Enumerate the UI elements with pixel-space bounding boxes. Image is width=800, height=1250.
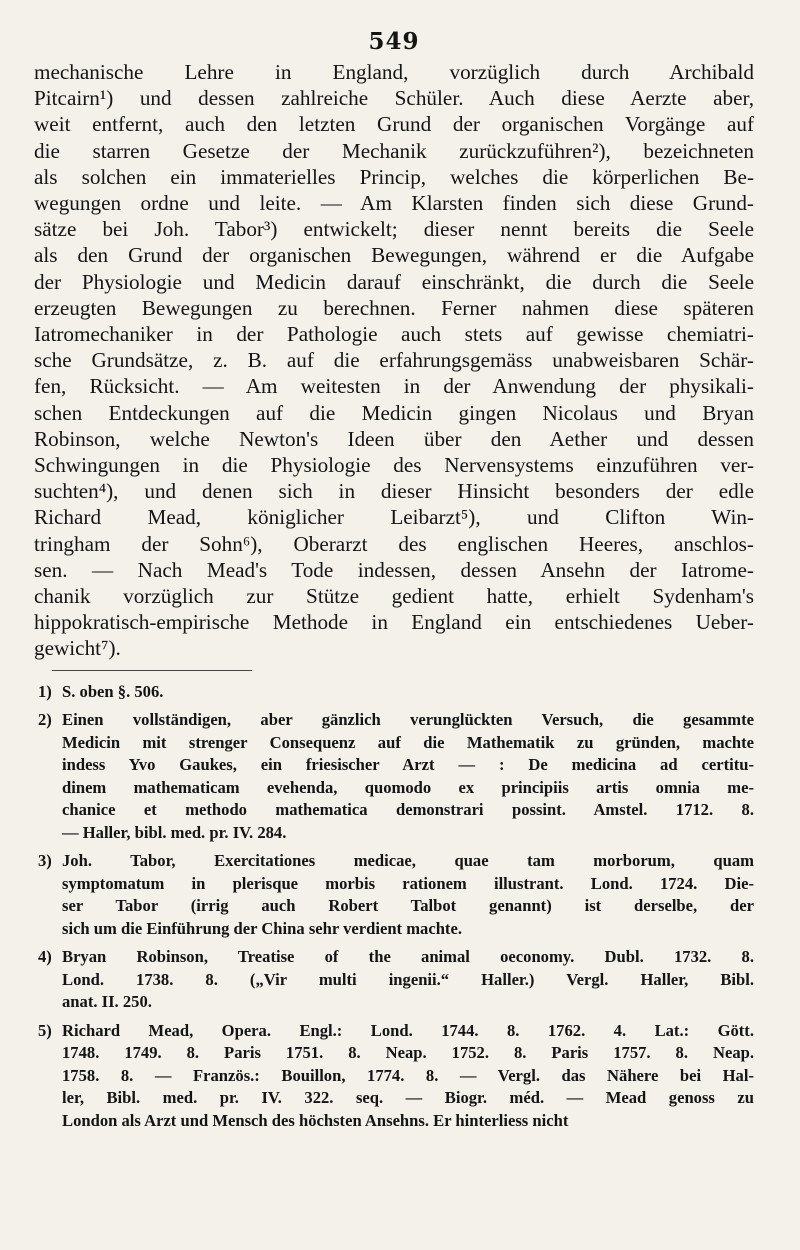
body-line: sche Grundsätze, z. B. auf die erfahrungsgemäss unabweisbaren Schär-	[34, 348, 754, 373]
body-line: Pitcairn¹) und dessen zahlreiche Schüler. Auch diese Aerzte aber,	[34, 86, 754, 111]
footnote-line: ser Tabor (irrig auch Robert Talbot genannt) ist derselbe, der	[62, 896, 754, 916]
footnote-line: Bryan Robinson, Treatise of the animal oeconomy. Dubl. 1732. 8.	[62, 947, 754, 967]
footnote-line: anat. II. 250.	[62, 992, 152, 1012]
body-line: schen Entdeckungen auf die Medicin gingen Nicolaus und Bryan	[34, 400, 754, 425]
footnote	[34, 946, 754, 1014]
body-line: Robinson, welche Newton's Ideen über den Aether und dessen	[34, 426, 754, 451]
body-line: mechanische Lehre in England, vorzüglich durch Archibald	[34, 60, 754, 84]
footnote-line: indess Yvo Gaukes, ein friesischer Arzt — : De medicina ad certitu-	[62, 755, 754, 775]
footnote-line: ler, Bibl. med. pr. IV. 322. seq. — Biogr. méd. — Mead genoss zu	[62, 1088, 754, 1108]
body-line: hippokratisch-empirische Methode in England ein entschiedenes Ueber-	[34, 610, 754, 635]
body-line: Iatromechaniker in der Pathologie auch stets auf gewisse chemiatri-	[34, 322, 754, 347]
body-line: weit entfernt, auch den letzten Grund der organischen Vorgänge auf	[34, 112, 754, 137]
body-line: der Physiologie und Medicin darauf einschränkt, die durch die Seele	[34, 269, 754, 294]
footnotes	[34, 681, 754, 1133]
body-line: fen, Rücksicht. — Am weitesten in der Anwendung der physikali-	[34, 374, 754, 399]
footnote-line: 1748. 1749. 8. Paris 1751. 8. Neap. 1752. 8. Paris 1757. 8. Neap.	[62, 1043, 754, 1063]
body-line: suchten⁴), und denen sich in dieser Hinsicht besonders der edle	[34, 479, 754, 504]
footnote-marker: 4)	[38, 947, 52, 967]
footnote-line: London als Arzt und Mensch des höchsten Ansehns. Er hinterliess nicht	[62, 1110, 569, 1130]
footnote-line: symptomatum in plerisque morbis rationem illustrant. Lond. 1724. Die-	[62, 873, 754, 893]
footnote	[34, 1020, 754, 1133]
footnote-line: dinem mathematicam evehenda, quomodo ex principiis artis omnia me-	[62, 777, 754, 797]
footnote-divider	[52, 670, 252, 671]
footnote	[34, 850, 754, 940]
body-line: gewicht⁷).	[34, 636, 121, 661]
body-text	[34, 59, 754, 662]
footnote-line: 1758. 8. — Französ.: Bouillon, 1774. 8. — Vergl. das Nähere bei Hal-	[62, 1065, 754, 1085]
footnote	[34, 709, 754, 844]
body-line: wegungen ordne und leite. — Am Klarsten finden sich diese Grund-	[34, 191, 754, 216]
body-line: tringham der Sohn⁶), Oberarzt des englischen Heeres, anschlos-	[34, 531, 754, 556]
footnote-marker: 3)	[38, 851, 52, 871]
body-line: als den Grund der organischen Bewegungen, während er die Aufgabe	[34, 243, 754, 268]
footnote-line: Lond. 1738. 8. („Vir multi ingenii.“ Haller.) Vergl. Haller, Bibl.	[62, 969, 754, 989]
footnote-line: Joh. Tabor, Exercitationes medicae, quae tam morborum, quam	[62, 851, 754, 871]
body-line: Schwingungen in die Physiologie des Nervensystems einzuführen ver-	[34, 453, 754, 478]
body-line: die starren Gesetze der Mechanik zurückzuführen²), bezeichneten	[34, 138, 754, 163]
body-line: sätze bei Joh. Tabor³) entwickelt; dieser nennt bereits die Seele	[34, 217, 754, 242]
footnote	[34, 681, 754, 704]
footnote-line: Einen vollständigen, aber gänzlich verunglückten Versuch, die gesammte	[62, 710, 754, 730]
page-number: 549	[368, 28, 420, 55]
body-line: chanik vorzüglich zur Stütze gedient hatte, erhielt Sydenham's	[34, 584, 754, 609]
body-line: als solchen ein immaterielles Princip, welches die körperlichen Be-	[34, 164, 754, 189]
footnote-marker: 2)	[38, 710, 52, 730]
footnote-line: Medicin mit strenger Consequenz auf die Mathematik zu gründen, machte	[62, 732, 754, 752]
footnote-line: — Haller, bibl. med. pr. IV. 284.	[62, 822, 287, 842]
body-line: erzeugten Bewegungen zu berechnen. Ferner nahmen diese späteren	[34, 295, 754, 320]
footnote-line: S. oben §. 506.	[62, 681, 164, 701]
body-line: Richard Mead, königlicher Leibarzt⁵), und Clifton Win-	[34, 505, 754, 530]
body-line: sen. — Nach Mead's Tode indessen, dessen Ansehn der Iatrome-	[34, 557, 754, 582]
footnote-line: sich um die Einführung der China sehr verdient machte.	[62, 918, 462, 938]
footnote-line: Richard Mead, Opera. Engl.: Lond. 1744. 8. 1762. 4. Lat.: Gött.	[62, 1020, 754, 1040]
footnote-marker: 5)	[38, 1020, 52, 1040]
footnote-line: chanice et methodo mathematica demonstrari possint. Amstel. 1712. 8.	[62, 800, 754, 820]
footnote-marker: 1)	[38, 681, 52, 701]
